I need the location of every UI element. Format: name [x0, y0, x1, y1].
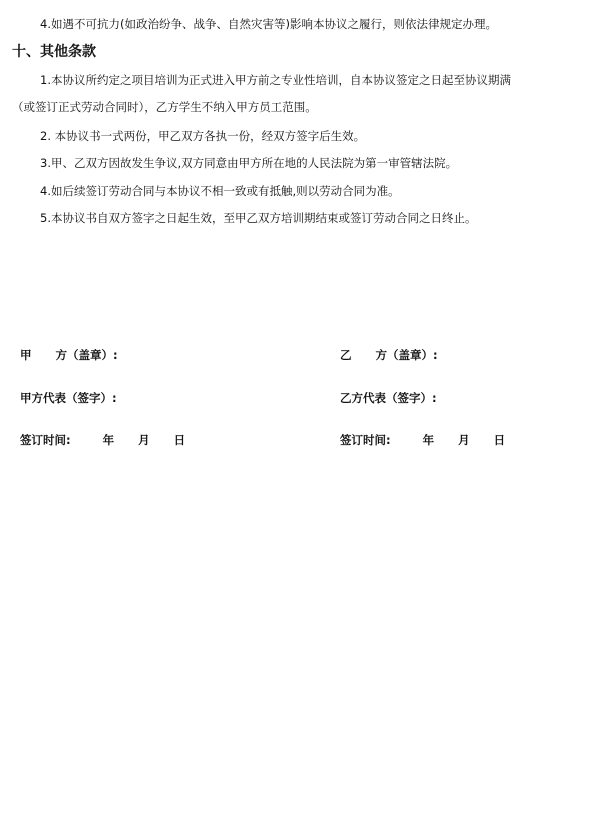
item-1-line-1: 1.本协议所约定之项目培训为正式进入甲方前之专业性培训，自本协议签定之日起至协议期满 [40, 73, 511, 87]
section-title-other-terms: 十、其他条款 [12, 44, 96, 60]
party-b-representative-label: 乙方代表（签字）: [340, 391, 437, 405]
clause-4-force-majeure: 4.如遇不可抗力(如政治纷争、战争、自然灾害等)影响本协议之履行，则依法律规定办理。 [40, 17, 497, 31]
item-5: 5.本协议书自双方签字之日起生效，至甲乙双方培训期结束或签订劳动合同之日终止。 [40, 211, 477, 225]
item-4: 4.如后续签订劳动合同与本协议不相一致或有抵触,则以劳动合同为准。 [40, 184, 400, 198]
party-a-seal-label: 甲 方（盖章）: [20, 348, 118, 362]
party-b-seal-label: 乙 方（盖章）: [340, 348, 438, 362]
party-a-signing-date-label: 签订时间: 年 月 日 [20, 433, 186, 447]
party-b-signing-date-label: 签订时间: 年 月 日 [340, 433, 506, 447]
item-3: 3.甲、乙双方因故发生争议,双方同意由甲方所在地的人民法院为第一审管辖法院。 [40, 156, 458, 170]
item-1-line-2: （或签订正式劳动合同时），乙方学生不纳入甲方员工范围。 [12, 100, 317, 114]
item-2: 2. 本协议书一式两份，甲乙双方各执一份，经双方签字后生效。 [40, 129, 366, 143]
party-a-representative-label: 甲方代表（签字）: [20, 391, 117, 405]
